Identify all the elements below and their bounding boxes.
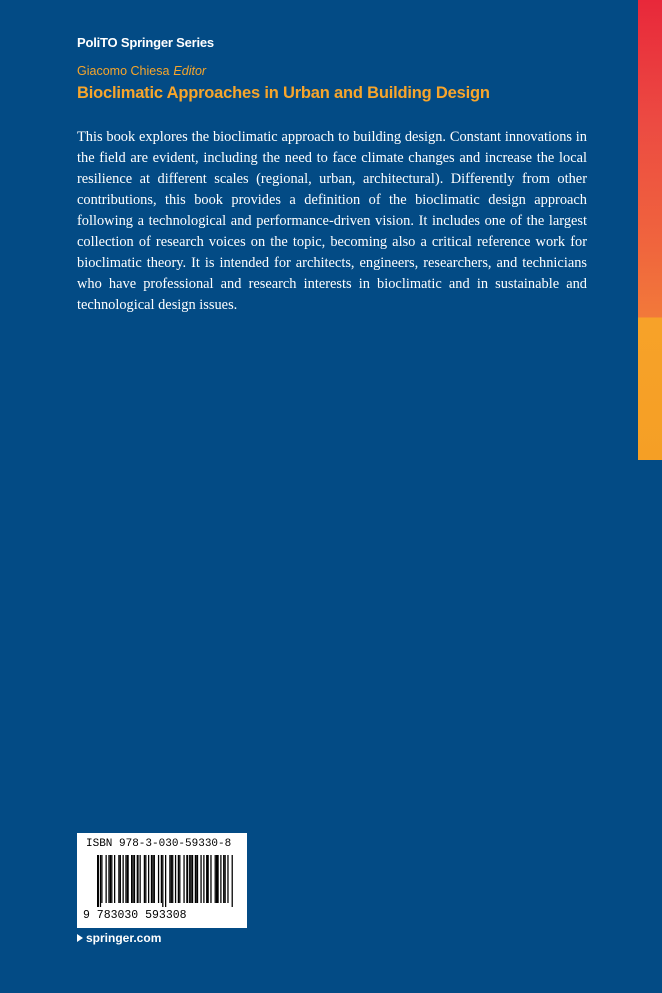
- barcode-bar: [154, 855, 155, 903]
- barcode-bar: [161, 855, 162, 903]
- series-name: PoliTO Springer Series: [77, 35, 214, 50]
- barcode-bar: [132, 855, 133, 903]
- book-description: This book explores the bioclimatic approach to building design. Constant innovations in the field are evident, including the need to face climate changes and increase the local resilience at different scales (regional, urban, architectural). Differently from other contributions, this book provides a definition of the bioclimatic design approach following a technological and performance-driven vision. It includes one of the largest collection of research voices on the topic, becoming also a critical reference work for bioclimatic theory. It is intended for architects, engineers, researchers, and technicians who have professional and research interests in bioclimatic and in sustainable and technological design issues.: [77, 129, 587, 313]
- barcode-bar: [144, 855, 145, 903]
- barcode-digits: 9 783030 593308: [83, 909, 187, 922]
- barcode-bar: [151, 855, 152, 903]
- isbn-label: ISBN 978-3-030-59330-8: [86, 838, 232, 850]
- barcode-bar: [227, 855, 228, 903]
- arrow-right-icon: [77, 934, 83, 942]
- barcode-bar: [186, 855, 188, 903]
- barcode-bar: [120, 855, 121, 903]
- barcode-bar: [131, 855, 132, 903]
- barcode-bar: [169, 855, 170, 903]
- barcode-bar: [215, 855, 216, 903]
- isbn-barcode: [77, 833, 247, 928]
- barcode-bar: [134, 855, 135, 903]
- barcode-bar: [203, 855, 204, 903]
- barcode-bar: [183, 855, 184, 903]
- barcode-bar: [217, 855, 218, 903]
- barcode-bar: [108, 855, 109, 903]
- barcode-bar: [179, 855, 180, 903]
- barcode-bar: [178, 855, 179, 903]
- barcode-bar: [106, 855, 107, 903]
- barcode-bar: [118, 855, 119, 903]
- barcode-bar: [165, 855, 166, 907]
- barcode-bar: [189, 855, 190, 903]
- barcode-bar: [123, 855, 124, 903]
- barcode-bar: [195, 855, 196, 903]
- barcode-bar: [100, 855, 101, 907]
- barcode-bar: [208, 855, 209, 903]
- barcode-bar: [191, 855, 192, 903]
- barcode-bar: [137, 855, 139, 903]
- barcode-bar: [192, 855, 193, 903]
- barcode-bar: [162, 855, 163, 907]
- editor-line: [77, 64, 206, 78]
- barcode-bar: [232, 855, 233, 907]
- barcode-bar: [175, 855, 176, 903]
- barcode-bar: [172, 855, 173, 903]
- barcode-bar: [210, 855, 211, 903]
- spine-color-strip: [638, 0, 662, 460]
- barcode-bar: [158, 855, 159, 903]
- barcode-bar: [225, 855, 226, 903]
- barcode-bar: [101, 855, 102, 903]
- barcode-bar: [97, 855, 99, 907]
- barcode-bar: [114, 855, 115, 903]
- barcode-bar: [127, 855, 129, 903]
- barcode-bar: [196, 855, 198, 903]
- barcode-bar: [140, 855, 141, 903]
- book-title: Bioclimatic Approaches in Urban and Building Design: [77, 84, 490, 102]
- barcode-bar: [111, 855, 112, 903]
- barcode-bar: [171, 855, 172, 903]
- barcode-bar: [152, 855, 153, 903]
- barcode-bar: [125, 855, 126, 903]
- barcode-bar: [148, 855, 149, 903]
- barcode-bar: [223, 855, 224, 903]
- barcode-bar: [200, 855, 201, 903]
- website-label: springer.com: [86, 931, 162, 945]
- website-link[interactable]: [77, 931, 161, 945]
- barcode-bar: [145, 855, 146, 903]
- editor-role: Editor: [173, 64, 207, 78]
- barcode-bars: [97, 855, 233, 907]
- barcode-bar: [220, 855, 221, 903]
- editor-name: Giacomo Chiesa: [77, 64, 170, 78]
- barcode-bar: [110, 855, 111, 903]
